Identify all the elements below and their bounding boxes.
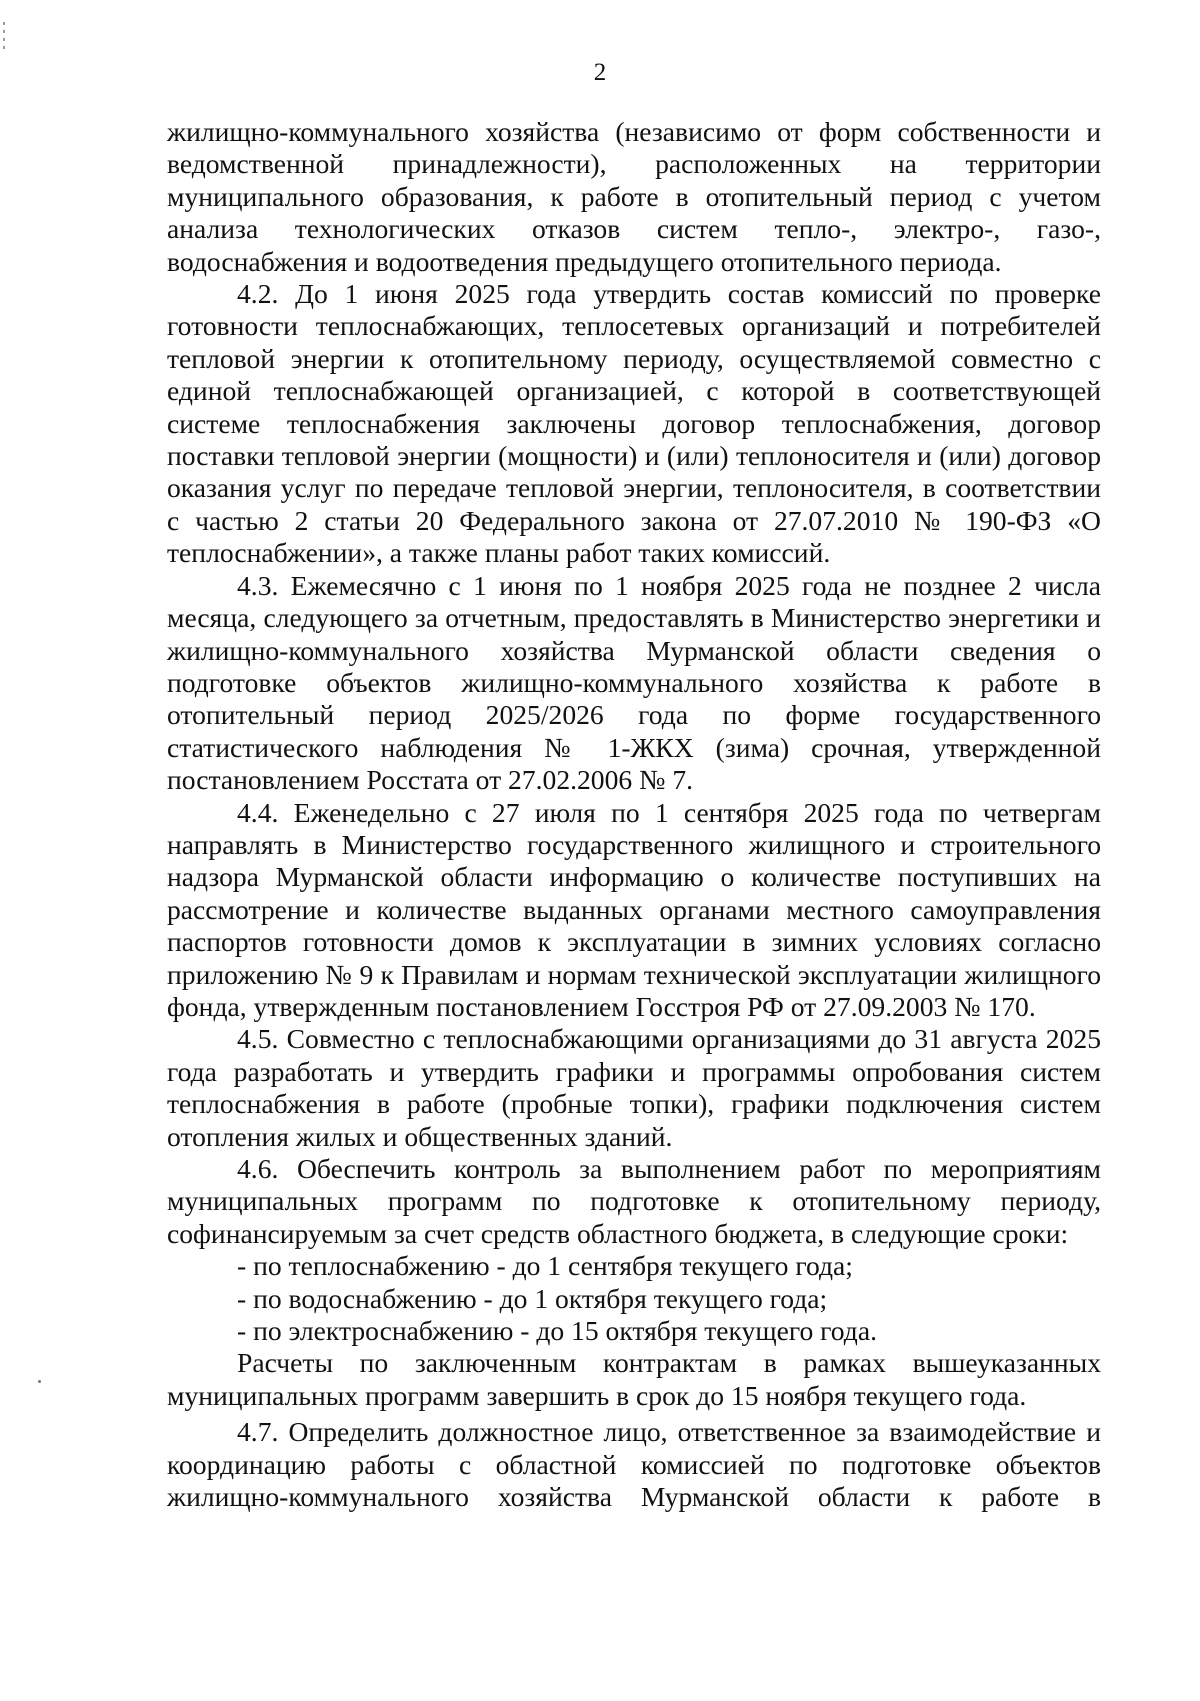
scan-edge-mark bbox=[3, 22, 5, 25]
scan-speck bbox=[38, 1380, 41, 1383]
paragraph-4-7: 4.7. Определить должностное лицо, ответственное за взаимодействие и координацию работы с областной комиссией по подготовке объектов жилищно-коммунального хозяйства Мурманской области к работе в bbox=[167, 1416, 1101, 1513]
list-item-electricity: - по электроснабжению - до 15 октября текущего года. bbox=[237, 1315, 877, 1347]
list-item-heat: - по теплоснабжению - до 1 сентября текущего года; bbox=[237, 1250, 853, 1282]
scan-edge-mark bbox=[3, 38, 5, 41]
scan-edge-mark bbox=[3, 46, 5, 49]
paragraph-continuation: жилищно-коммунального хозяйства (независимо от форм собственности и ведомственной принадлежности), расположенных на территории муниципального образования, к работе в отопительный период с учетом анализа технологических отказов систем тепло-, электро-, газо-, водоснабжения и водоотведения предыдущего отопительного периода. bbox=[167, 116, 1101, 277]
page-number: 2 bbox=[593, 59, 607, 86]
paragraph-4-6: 4.6. Обеспечить контроль за выполнением работ по мероприятиям муниципальных программ по подготовке к отопительному периоду, софинансируемым за счет средств областного бюджета, в следующие сроки: bbox=[167, 1153, 1101, 1249]
document-body bbox=[167, 116, 1101, 1513]
paragraph-4-5: 4.5. Совместно с теплоснабжающими организациями до 31 августа 2025 года разработать и утвердить графики и программы опробования систем теплоснабжения в работе (пробные топки), графики подключения систем отопления жилых и общественных зданий. bbox=[167, 1023, 1101, 1152]
list-item-water: - по водоснабжению - до 1 октября текущего года; bbox=[237, 1282, 828, 1314]
paragraph-4-4: 4.4. Еженедельно с 27 июля по 1 сентября 2025 года по четвергам направлять в Министерство государственного жилищного и строительного надзора Мурманской области информацию о количестве поступивших на рассмотрение и количестве выданных органами местного самоуправления паспортов готовности домов к эксплуатации в зимних условиях согласно приложению № 9 к Правилам и нормам технической эксплуатации жилищного фонда, утвержденным постановлением Госстроя РФ от 27.09.2003 № 170. bbox=[167, 796, 1101, 1022]
scan-edge-mark bbox=[3, 30, 5, 33]
paragraph-4-6-settlements: Расчеты по заключенным контрактам в рамках вышеуказанных муниципальных программ завершить в срок до 15 ноября текущего года. bbox=[167, 1347, 1101, 1411]
paragraph-4-3: 4.3. Ежемесячно с 1 июня по 1 ноября 2025 года не позднее 2 числа месяца, следующего за отчетным, предоставлять в Министерство энергетики и жилищно-коммунального хозяйства Мурманской области сведения о подготовке объектов жилищно-коммунального хозяйства к работе в отопительный период 2025/2026 года по форме государственного статистического наблюдения № 1-ЖКХ (зима) срочная, утвержденной постановлением Росстата от 27.02.2006 № 7. bbox=[167, 569, 1101, 796]
paragraph-4-2: 4.2. До 1 июня 2025 года утвердить состав комиссий по проверке готовности теплоснабжающих, теплосетевых организаций и потребителей тепловой энергии к отопительному периоду, осуществляемой совместно с единой теплоснабжающей организацией, с которой в соответствующей системе теплоснабжения заключены договор теплоснабжения, договор поставки тепловой энергии (мощности) и (или) теплоносителя и (или) договор оказания услуг по передаче тепловой энергии, теплоносителя, в соответствии с частью 2 статьи 20 Федерального закона от 27.07.2010 № 190-ФЗ «О теплоснабжении», а также планы работ таких комиссий. bbox=[167, 278, 1101, 569]
